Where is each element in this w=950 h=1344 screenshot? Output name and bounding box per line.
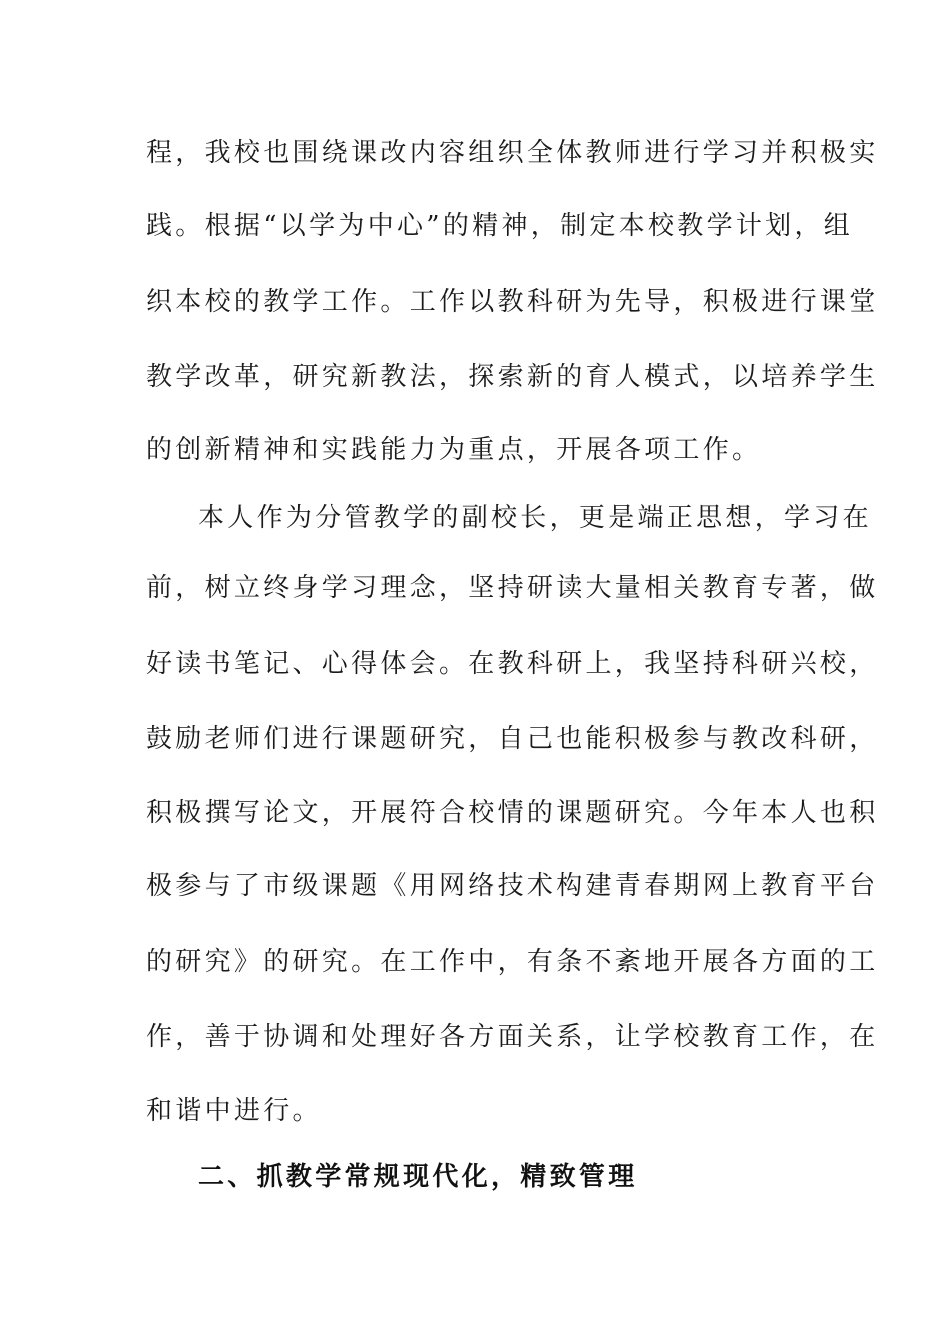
paragraph-line: 的创新精神和实践能力为重点，开展各项工作。 [146, 435, 762, 465]
paragraph-line: 鼓励老师们进行课题研究，自己也能积极参与教改科研， [146, 724, 879, 754]
section-heading: 二、抓教学常规现代化，精致管理 [198, 1162, 638, 1192]
paragraph-line: 积极撰写论文，开展符合校情的课题研究。今年本人也积 [146, 798, 879, 828]
paragraph-line: 极参与了市级课题《用网络技术构建青春期网上教育平台 [146, 871, 879, 901]
paragraph-line: 教学改革，研究新教法，探索新的育人模式，以培养学生 [146, 362, 879, 392]
paragraph-line: 践。根据“以学为中心”的精神，制定本校教学计划，组 [146, 211, 854, 241]
paragraph-line: 好读书笔记、心得体会。在教科研上，我坚持科研兴校， [146, 649, 879, 679]
paragraph-line: 前，树立终身学习理念，坚持研读大量相关教育专著，做 [146, 573, 879, 603]
paragraph-line: 本人作为分管教学的副校长，更是端正思想，学习在 [198, 503, 872, 533]
paragraph-line: 织本校的教学工作。工作以教科研为先导，积极进行课堂 [146, 287, 879, 317]
paragraph-line: 的研究》的研究。在工作中，有条不紊地开展各方面的工 [146, 947, 879, 977]
paragraph-line: 程，我校也围绕课改内容组织全体教师进行学习并积极实 [146, 138, 879, 168]
paragraph-line: 作，善于协调和处理好各方面关系，让学校教育工作，在 [146, 1022, 879, 1052]
paragraph-line: 和谐中进行。 [146, 1096, 322, 1126]
